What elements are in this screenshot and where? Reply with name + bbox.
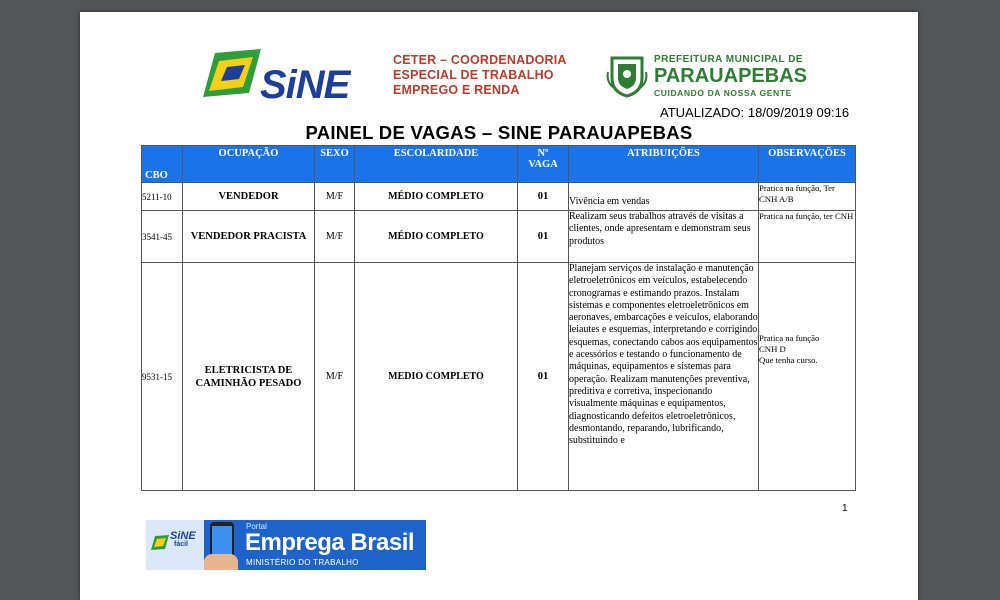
cell-vagas: 01 bbox=[518, 211, 569, 263]
emprega-brasil-banner bbox=[146, 520, 426, 570]
atribuicoes-text: Planejam serviços de instalação e manutenção eletroeletrônicos em veículos, estabelecendo cronogramas e estimando prazos. Instalam sistemas e componentes eletroeletrônicos em aeronaves, embarcações e veículos, elaborando leiautes e esquemas, interpretando e corrigindo esquemas, conectando cabos aos equipamentos e acessórios e testando o funcionamento de máquinas, equipamentos e sistemas para operação. Realizam manutenções preventiva, preditiva e corretiva, inspecionando visualmente máquinas e equipamentos, diagnosticando defeitos eletroeletrônicos, desmontando, reparando, lubrificando, substituindo e bbox=[569, 263, 758, 447]
sine-facil-badge bbox=[146, 520, 204, 570]
table-row bbox=[142, 183, 856, 211]
vacancies-table bbox=[141, 145, 856, 491]
header-observacoes: OBSERVAÇÕES bbox=[759, 146, 856, 183]
sine-flag-icon bbox=[195, 47, 265, 107]
cell-ocupacao: VENDEDOR PRACISTA bbox=[183, 211, 315, 263]
banner-facil-text: fácil bbox=[174, 541, 189, 548]
ceter-line: EMPREGO E RENDA bbox=[393, 83, 520, 97]
prefeitura-city-name: PARAUAPEBAS bbox=[654, 65, 807, 87]
sine-logo bbox=[195, 47, 420, 119]
cell-observacoes: Pratica na função, Ter CNH A/B bbox=[759, 183, 856, 211]
page-title: PAINEL DE VAGAS – SINE PARAUAPEBAS bbox=[305, 122, 693, 143]
header-vaga-line1: Nº bbox=[537, 148, 549, 159]
city-emblem-icon bbox=[606, 52, 648, 98]
banner-title: Emprega Brasil bbox=[245, 529, 415, 556]
obs-line: Pratica na função bbox=[759, 333, 820, 343]
table-header-row bbox=[142, 146, 856, 183]
cell-cbo: 5211-10 bbox=[142, 183, 183, 211]
cell-escolaridade: MÉDIO COMPLETO bbox=[355, 211, 518, 263]
cell-atribuicoes-long bbox=[569, 263, 759, 491]
ceter-line: CETER – COORDENADORIA bbox=[393, 53, 567, 67]
ceter-line: ESPECIAL DE TRABALHO bbox=[393, 68, 554, 82]
updated-timestamp: ATUALIZADO: 18/09/2019 09:16 bbox=[660, 105, 850, 120]
cell-sexo: M/F bbox=[315, 211, 355, 263]
cell-atribuicoes: Realizam seus trabalhos através de visitas a clientes, onde apresentam e demonstram seus produtos bbox=[569, 211, 759, 263]
header-sexo: SEXO bbox=[315, 146, 355, 183]
cell-cbo: 9531-15 bbox=[142, 263, 183, 491]
cell-sexo: M/F bbox=[315, 183, 355, 211]
ceter-heading bbox=[393, 53, 567, 98]
banner-sine-text: SiNE bbox=[170, 530, 196, 542]
cell-ocupacao: VENDEDOR bbox=[183, 183, 315, 211]
obs-line: Que tenha curso. bbox=[759, 355, 818, 365]
prefeitura-tagline: CUIDANDO DA NOSSA GENTE bbox=[654, 88, 792, 98]
header-vaga-line2: VAGA bbox=[528, 159, 558, 170]
cell-escolaridade: MEDIO COMPLETO bbox=[355, 263, 518, 491]
cell-observacoes bbox=[759, 263, 856, 491]
cell-cbo: 3541-45 bbox=[142, 211, 183, 263]
obs-line: CNH D bbox=[759, 344, 786, 354]
table-row bbox=[142, 211, 856, 263]
sine-flag-icon bbox=[149, 534, 171, 552]
header-ocupacao: OCUPAÇÃO bbox=[183, 146, 315, 183]
prefeitura-logo bbox=[606, 52, 807, 100]
prefeitura-small-text: PREFEITURA MUNICIPAL DE bbox=[654, 54, 804, 65]
page-number: 1 bbox=[842, 503, 848, 514]
header-cbo: CBO bbox=[142, 146, 183, 183]
cell-observacoes: Pratica na função, ter CNH bbox=[759, 211, 856, 263]
banner-subtitle: MINISTÉRIO DO TRABALHO bbox=[246, 558, 359, 567]
table-row bbox=[142, 263, 856, 491]
cell-escolaridade: MÉDIO COMPLETO bbox=[355, 183, 518, 211]
sine-logo-text: SiNE bbox=[260, 63, 350, 107]
document-page bbox=[80, 12, 918, 600]
header-vaga bbox=[518, 146, 569, 183]
cell-vagas: 01 bbox=[518, 183, 569, 211]
header-escolaridade: ESCOLARIDADE bbox=[355, 146, 518, 183]
banner-portal-text: Portal bbox=[246, 522, 267, 531]
cell-ocupacao: ELETRICISTA DE CAMINHÃO PESADO bbox=[183, 263, 315, 491]
cell-vagas: 01 bbox=[518, 263, 569, 491]
header-atribuicoes: ATRIBUIÇÕES bbox=[569, 146, 759, 183]
cell-sexo: M/F bbox=[315, 263, 355, 491]
cell-atribuicoes: Vivência em vendas bbox=[569, 183, 759, 211]
hand-icon bbox=[204, 554, 238, 570]
